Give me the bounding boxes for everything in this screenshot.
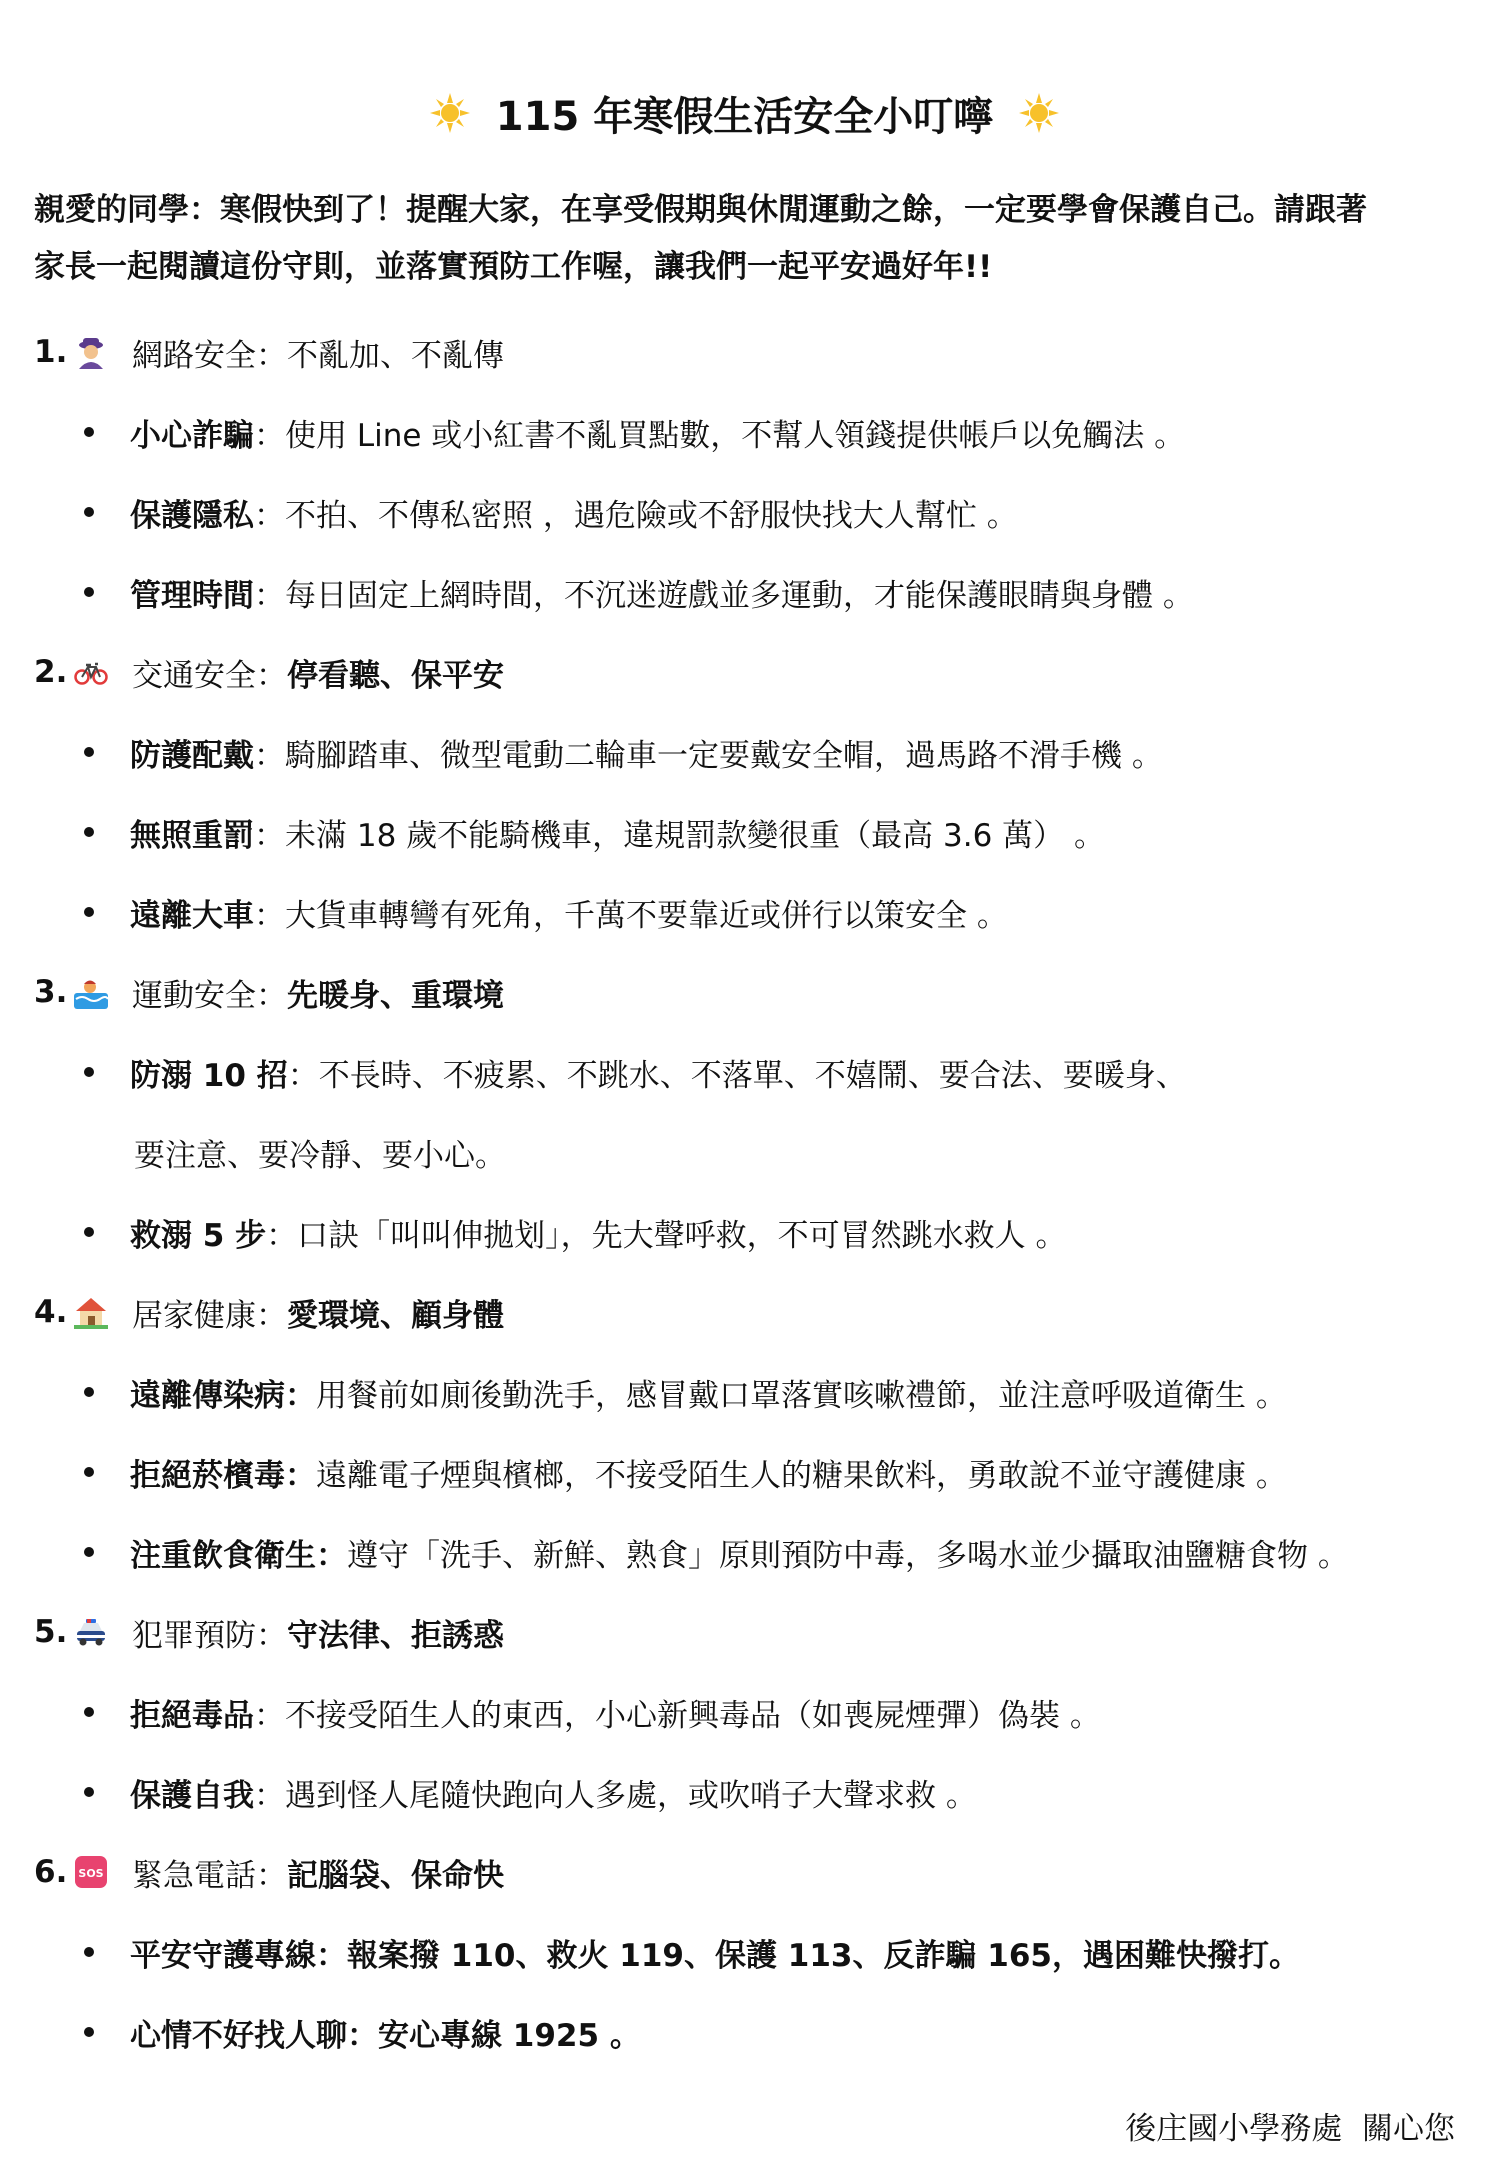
list-item [84, 1767, 977, 1817]
list-item [84, 1207, 1067, 1257]
list-item [84, 807, 1105, 857]
bullet-dot [84, 507, 94, 517]
page-title: 115 年寒假生活安全小叮嚀 [495, 93, 994, 140]
section-heading-sports [34, 967, 504, 1017]
list-item [84, 1927, 1300, 1977]
sun-icon [428, 91, 472, 135]
list-item [84, 1687, 1101, 1737]
intro-line: 家長一起閱讀這份守則，並落實預防工作喔，讓我們一起平安過好年!! [34, 249, 993, 285]
item-label: 小心詐騙 [130, 417, 254, 454]
police-car-icon [74, 1615, 108, 1649]
item-text: ：不拍、不傳私密照 ，遇危險或不舒服快找大人幫忙 。 [254, 497, 1018, 534]
list-item [84, 887, 1008, 937]
item-label: 平安守護專線 [130, 1937, 316, 1974]
item-label: 無照重罰 [130, 817, 254, 854]
intro-paragraph [34, 182, 1474, 296]
bullet-dot [84, 827, 94, 837]
item-text: ：安心專線 1925 。 [347, 2017, 641, 2054]
item-text: 遠離電子煙與檳榔，不接受陌生人的糖果飲料，勇敢說不並守護健康 。 [316, 1457, 1287, 1494]
bullet-dot [84, 1387, 94, 1397]
section-title: 犯罪預防： [132, 1617, 287, 1654]
section-number: 1. [34, 334, 68, 370]
bullet-dot [84, 427, 94, 437]
section-number: 3. [34, 974, 68, 1010]
section-heading-traffic [34, 647, 504, 697]
bullet-dot [84, 907, 94, 917]
section-title: 緊急電話： [132, 1857, 287, 1894]
sun-icon [1017, 91, 1061, 135]
item-label: 遠離傳染病： [130, 1377, 316, 1414]
list-item-continuation: 要注意、要冷靜、要小心。 [134, 1137, 506, 1174]
item-text: ：每日固定上網時間，不沉迷遊戲並多運動，才能保護眼睛與身體 。 [254, 577, 1194, 614]
bullet-dot [84, 1547, 94, 1557]
item-label: 防溺 10 招 [130, 1057, 288, 1094]
list-item [84, 407, 1185, 457]
section-number: 6. [34, 1854, 68, 1890]
section-title: 運動安全： [132, 977, 287, 1014]
item-text: ：大貨車轉彎有死角，千萬不要靠近或併行以策安全 。 [254, 897, 1008, 934]
list-item [84, 1447, 1287, 1497]
section-heading-crime-prevention [34, 1607, 504, 1657]
section-subtitle: 停看聽、保平安 [287, 657, 504, 694]
list-item [84, 727, 1163, 777]
list-item [84, 1527, 1349, 1577]
item-text: 用餐前如廁後勤洗手，感冒戴口罩落實咳嗽禮節，並注意呼吸道衛生 。 [316, 1377, 1287, 1414]
item-label: 遠離大車 [130, 897, 254, 934]
section-number: 2. [34, 654, 68, 690]
item-label: 保護隱私 [130, 497, 254, 534]
item-label: 管理時間 [130, 577, 254, 614]
item-label: 防護配戴 [130, 737, 254, 774]
bullet-dot [84, 1227, 94, 1237]
section-number: 5. [34, 1614, 68, 1650]
list-item [84, 487, 1018, 537]
list-item [84, 1047, 1187, 1097]
section-heading-emergency [34, 1847, 504, 1897]
item-label: 注重飲食衛生： [130, 1537, 347, 1574]
signature: 後庄國小學務處 關心您 [1125, 2110, 1455, 2147]
swimmer-icon [74, 975, 108, 1009]
item-text: ：騎腳踏車、微型電動二輪車一定要戴安全帽，過馬路不滑手機 。 [254, 737, 1163, 774]
section-subtitle: 記腦袋、保命快 [287, 1857, 504, 1894]
section-heading-network [34, 327, 504, 377]
bicycle-icon [74, 655, 108, 689]
item-text: ：未滿 18 歲不能騎機車，違規罰款變很重（最高 3.6 萬） 。 [254, 817, 1106, 854]
bullet-dot [84, 1067, 94, 1077]
list-item [84, 567, 1194, 617]
bullet-dot [84, 1707, 94, 1717]
section-number: 4. [34, 1294, 68, 1330]
sos-icon [74, 1855, 108, 1889]
section-subtitle: 不亂加、不亂傳 [287, 337, 504, 374]
bullet-dot [84, 747, 94, 757]
section-title: 交通安全： [132, 657, 287, 694]
bullet-dot [84, 1787, 94, 1797]
section-title: 居家健康： [132, 1297, 287, 1334]
section-subtitle: 先暖身、重環境 [287, 977, 504, 1014]
bullet-dot [84, 2027, 94, 2037]
item-text: 遵守「洗手、新鮮、熟食」原則預防中毒，多喝水並少攝取油鹽糖食物 。 [347, 1537, 1349, 1574]
section-subtitle: 愛環境、顧身體 [287, 1297, 504, 1334]
svg-text:SOS: SOS [78, 1867, 104, 1880]
bullet-dot [84, 1467, 94, 1477]
detective-icon [74, 335, 108, 369]
list-item [84, 1367, 1287, 1417]
item-text: ：不接受陌生人的東西，小心新興毒品（如喪屍煙彈）偽裝 。 [254, 1697, 1101, 1734]
item-label: 拒絕毒品 [130, 1697, 254, 1734]
intro-line: 親愛的同學：寒假快到了！提醒大家，在享受假期與休閒運動之餘，一定要學會保護自己。請跟著 [34, 192, 1367, 228]
section-title: 網路安全： [132, 337, 287, 374]
section-heading-home-health [34, 1287, 504, 1337]
bullet-dot [84, 1947, 94, 1957]
item-label: 保護自我 [130, 1777, 254, 1814]
item-label: 救溺 5 步 [130, 1217, 267, 1254]
house-icon [74, 1295, 108, 1329]
item-text: ：使用 Line 或小紅書不亂買點數，不幫人領錢提供帳戶以免觸法 。 [254, 417, 1186, 454]
list-item [84, 2007, 641, 2057]
item-text: ：遇到怪人尾隨快跑向人多處，或吹哨子大聲求救 。 [254, 1777, 977, 1814]
page-title-row [0, 78, 1489, 148]
item-text: ：報案撥 110、救火 119、保護 113、反詐騙 165，遇困難快撥打。 [316, 1937, 1301, 1974]
bullet-dot [84, 587, 94, 597]
section-subtitle: 守法律、拒誘惑 [287, 1617, 504, 1654]
item-text: ：不長時、不疲累、不跳水、不落單、不嬉鬧、要合法、要暖身、 [287, 1057, 1187, 1094]
item-text: ：口訣「叫叫伸拋划」，先大聲呼救，不可冒然跳水救人 。 [266, 1217, 1067, 1254]
item-label: 拒絕菸檳毒： [130, 1457, 316, 1494]
item-label: 心情不好找人聊 [130, 2017, 347, 2054]
